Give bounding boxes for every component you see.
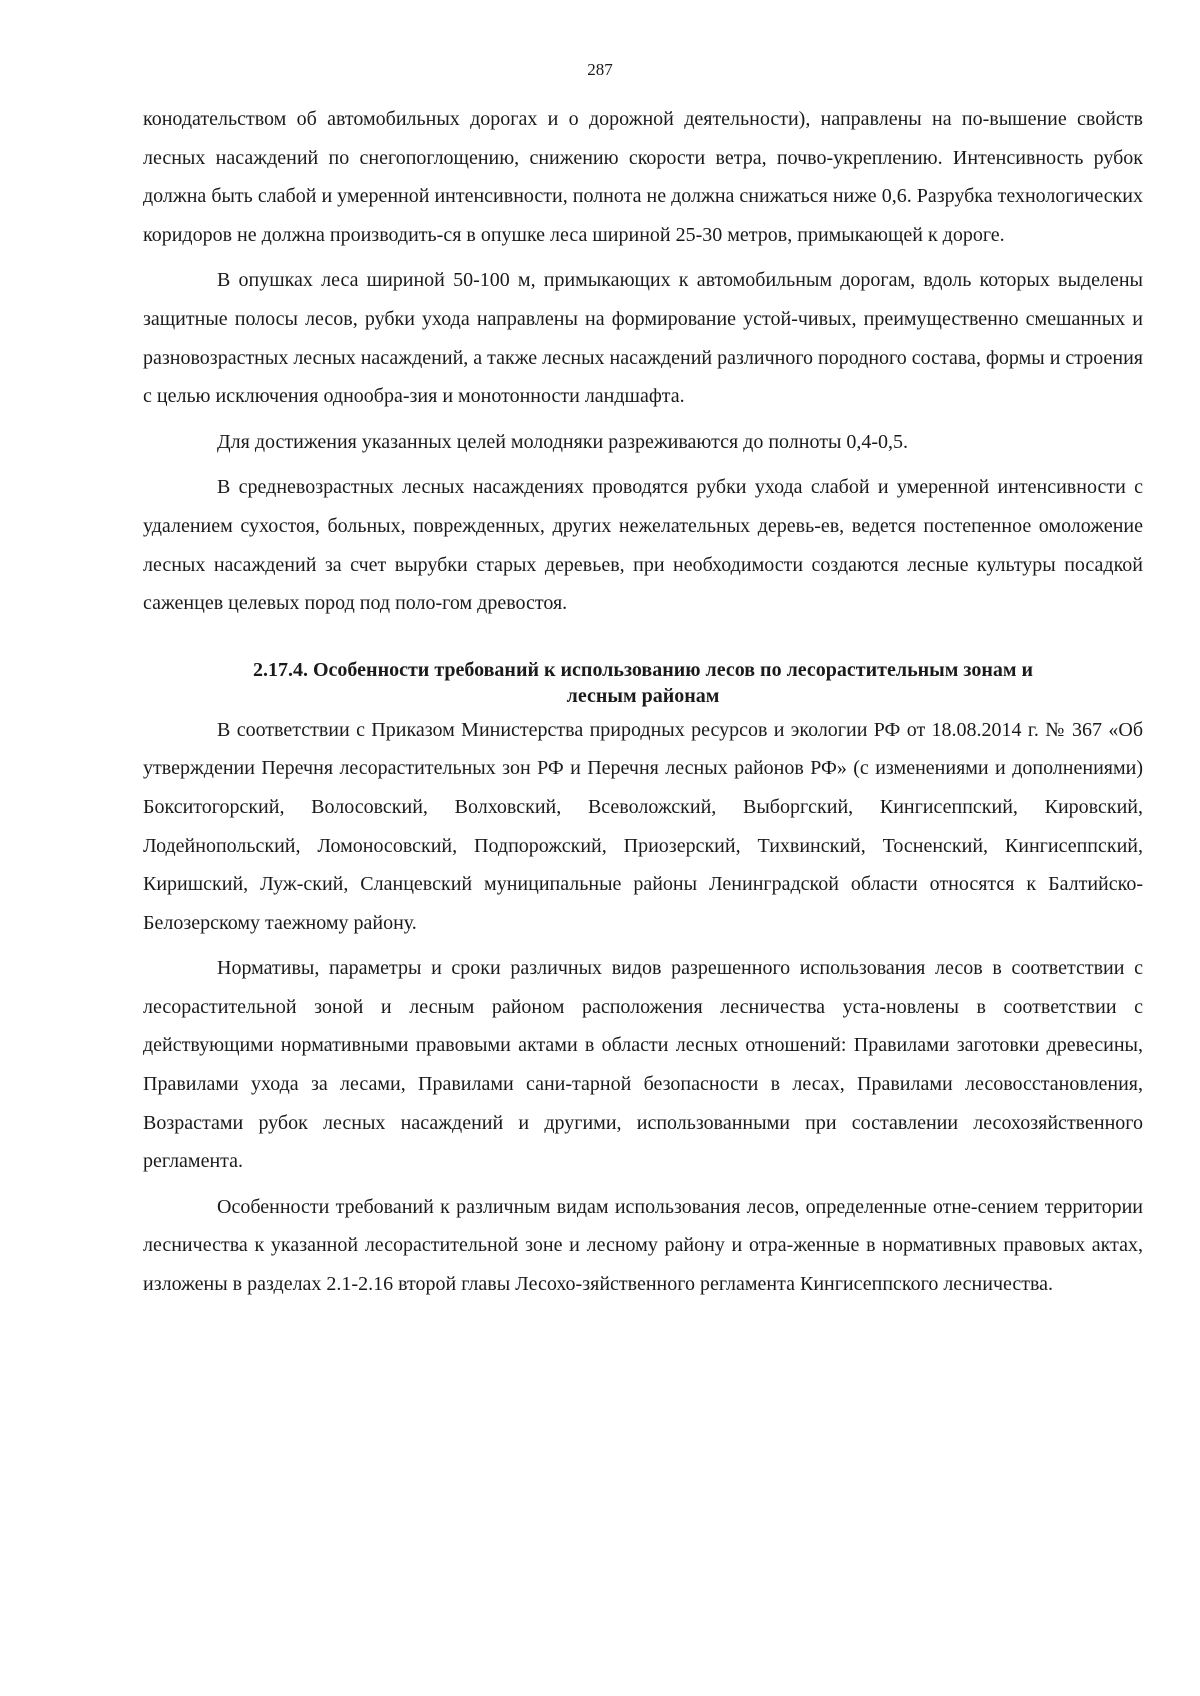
paragraph-requirements: Особенности требований к различным видам использования лесов, определенные отне-сением территории лесничества к указанной лесорастительной зоне и лесному району и отра-женные в нормативных правовых актах, изложены в разделах 2.1-2.16 второй главы Лесохо-зяйственного регламента Кингисеппского лесничества. [143, 1195, 1143, 1296]
paragraph-middle-aged-stands: В средневозрастных лесных насаждениях проводятся рубки ухода слабой и умеренной интенсивности с удалением сухостоя, больных, поврежденных, других нежелательных деревь-ев, ведется постепенное омоложение лесных насаждений за счет вырубки старых деревьев, при необходимости создаются лесные культуры посадкой саженцев целевых пород под поло-гом древостоя. [143, 476, 1143, 615]
page-number: 287 [587, 60, 613, 79]
paragraph-continuation: конодательством об автомобильных дорогах и о дорожной деятельности), направлены на по-вышение свойств лесных насаждений по снегопоглощению, снижению скорости ветра, почво-укреплению. Интенсивность рубок должна быть слабой и умеренной интенсивности, полнота не должна снижаться ниже 0,6. Разрубка технологических коридоров не должна производить-ся в опушке леса шириной 25-30 метров, примыкающей к дороге. [143, 108, 1143, 246]
page-content [143, 100, 1143, 1311]
paragraph-regulations: Нормативы, параметры и сроки различных видов разрешенного использования лесов в соответствии с лесорастительной зоной и лесным районом расположения лесничества уста-новлены в соответствии с действующими нормативными правовыми актами в области лесных отношений: Правилами заготовки древесины, Правилами ухода за лесами, Правилами сани-тарной безопасности в лесах, Правилами лесовосстановления, Возрастами рубок лесных насаждений и другими, использованными при составлении лесохозяйственного регламента. [143, 957, 1143, 1173]
paragraph-young-stands: Для достижения указанных целей молодняки разреживаются до полноты 0,4-0,5. [217, 430, 909, 453]
section-heading-line-2: лесным районам [566, 684, 720, 707]
section-heading [143, 657, 1143, 709]
paragraph-forest-edges: В опушках леса шириной 50-100 м, примыкающих к автомобильным дорогам, вдоль которых выделены защитные полосы лесов, рубки ухода направлены на формирование устой-чивых, преимущественно смешанных и разновозрастных лесных насаждений, а также лесных насаждений различного породного состава, формы и строения с целью исключения однообра-зия и монотонности ландшафта. [143, 269, 1143, 408]
section-heading-line-1: 2.17.4. Особенности требований к использованию лесов по лесорастительным зонам и [253, 658, 1033, 681]
paragraph-ministry-order: В соответствии с Приказом Министерства природных ресурсов и экологии РФ от 18.08.2014 г. № 367 «Об утверждении Перечня лесорастительных зон РФ и Перечня лесных районов РФ» (с изменениями и дополнениями) Бокситогорский, Волосовский, Волховский, Всеволожский, Выборгский, Кингисеппский, Кировский, Лодейнопольский, Ломоносовский, Подпорожский, Приозерский, Тихвинский, Тосненский, Кингисеппский, Киришский, Луж-ский, Сланцевский муниципальные районы Ленинградской области относятся к Балтийско-Белозерскому таежному району. [143, 718, 1143, 934]
